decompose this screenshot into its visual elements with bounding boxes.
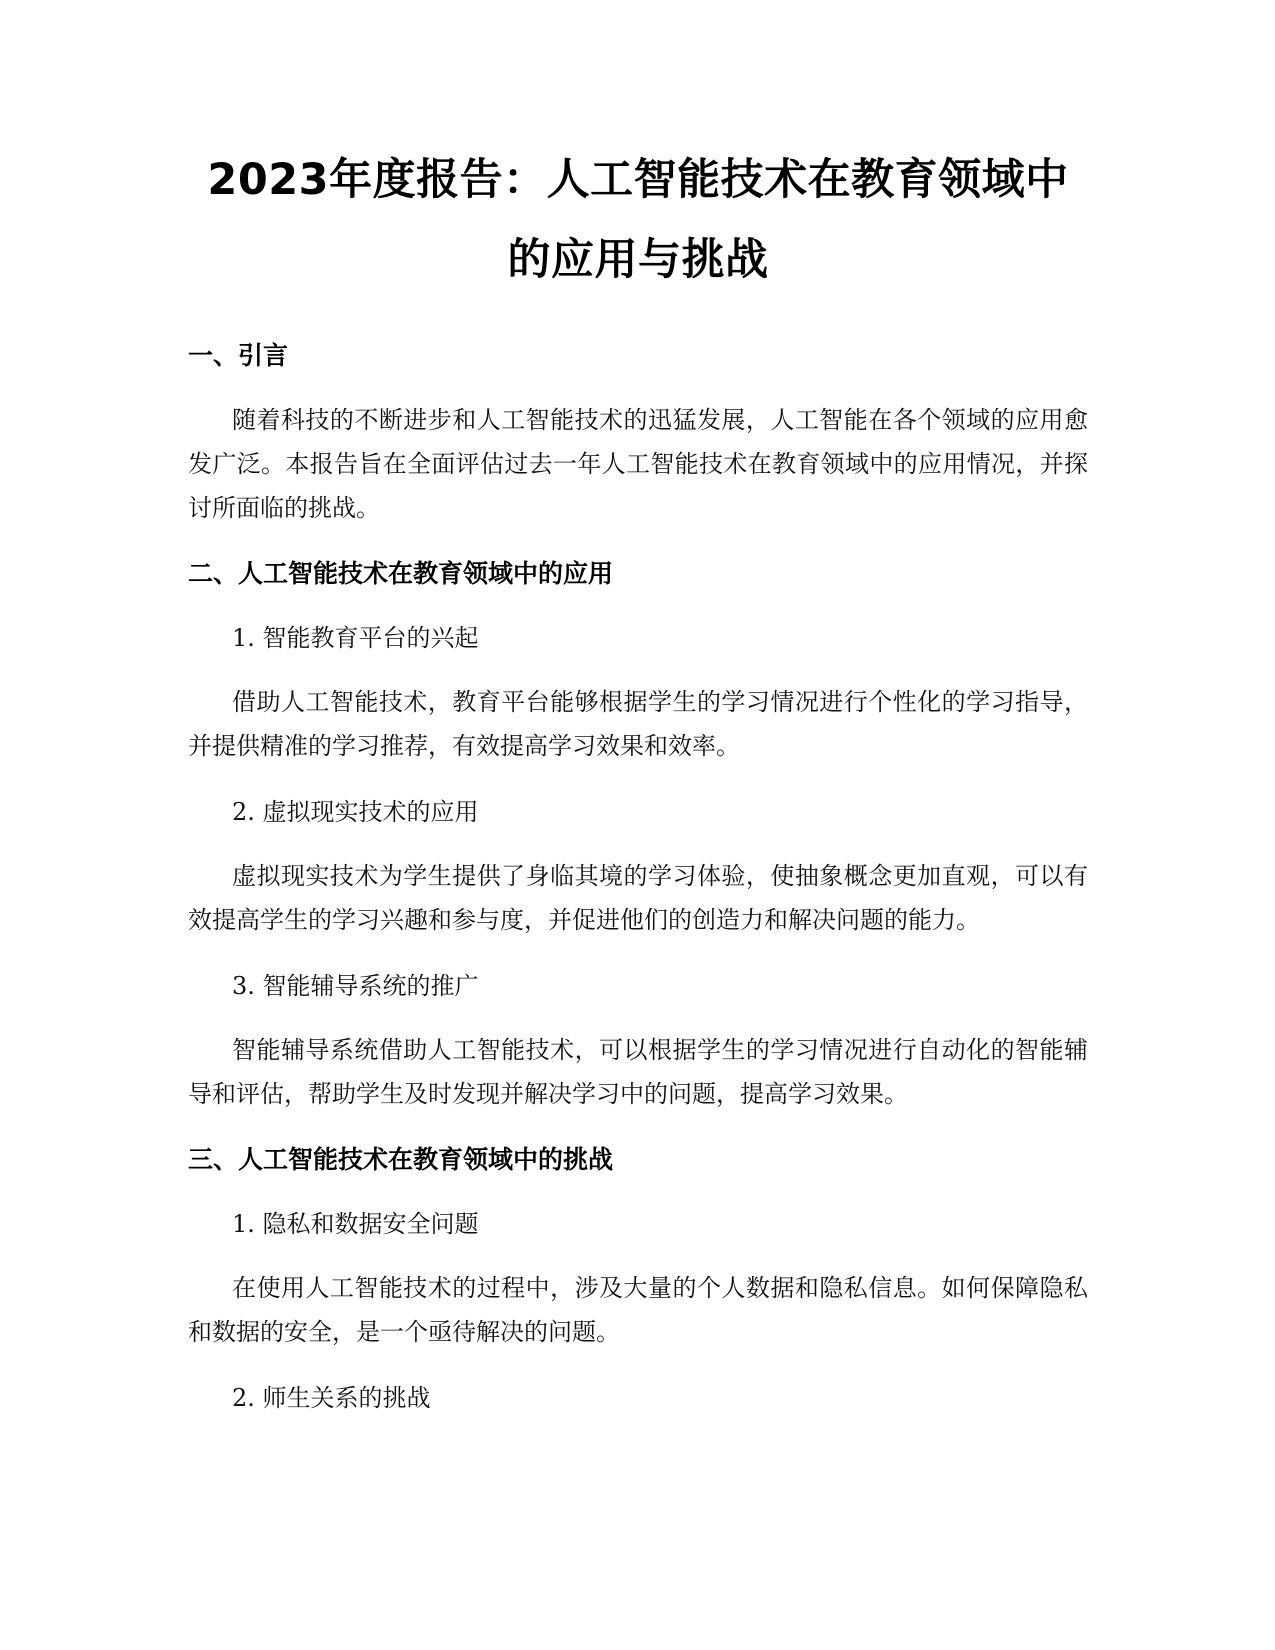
section-heading: 二、人工智能技术在教育领域中的应用 xyxy=(188,559,614,588)
paragraph: 智能辅导系统借助人工智能技术，可以根据学生的学习情况进行自动化的智能辅导和评估，帮助学生及时发现并解决学习中的问题，提高学习效果。 xyxy=(188,1036,1088,1108)
paragraph: 虚拟现实技术为学生提供了身临其境的学习体验，使抽象概念更加直观，可以有效提高学生的学习兴趣和参与度，并促进他们的创造力和解决问题的能力。 xyxy=(188,862,1088,934)
document-title xyxy=(188,140,1088,300)
list-item-title: 1. 隐私和数据安全问题 xyxy=(232,1210,479,1238)
paragraph: 借助人工智能技术，教育平台能够根据学生的学习情况进行个性化的学习指导，并提供精准的学习推荐，有效提高学习效果和效率。 xyxy=(188,688,1088,760)
section-introduction xyxy=(188,334,1088,530)
section-heading: 三、人工智能技术在教育领域中的挑战 xyxy=(188,1145,614,1174)
section-challenges xyxy=(188,1138,1088,1420)
paragraph: 随着科技的不断进步和人工智能技术的迅猛发展，人工智能在各个领域的应用愈发广泛。本报告旨在全面评估过去一年人工智能技术在教育领域中的应用情况，并探讨所面临的挑战。 xyxy=(188,406,1088,522)
document-page xyxy=(188,140,1088,1440)
title-line-1: 2023年度报告：人工智能技术在教育领域中 xyxy=(207,155,1069,205)
title-line-2: 的应用与挑战 xyxy=(507,235,769,285)
section-applications xyxy=(188,552,1088,1116)
list-item-title: 1. 智能教育平台的兴起 xyxy=(232,624,479,652)
list-item-title: 2. 师生关系的挑战 xyxy=(232,1384,431,1412)
list-item-title: 2. 虚拟现实技术的应用 xyxy=(232,798,479,826)
list-item-title: 3. 智能辅导系统的推广 xyxy=(232,972,479,1000)
paragraph: 在使用人工智能技术的过程中，涉及大量的个人数据和隐私信息。如何保障隐私和数据的安全，是一个亟待解决的问题。 xyxy=(188,1274,1088,1346)
section-heading: 一、引言 xyxy=(188,341,289,370)
